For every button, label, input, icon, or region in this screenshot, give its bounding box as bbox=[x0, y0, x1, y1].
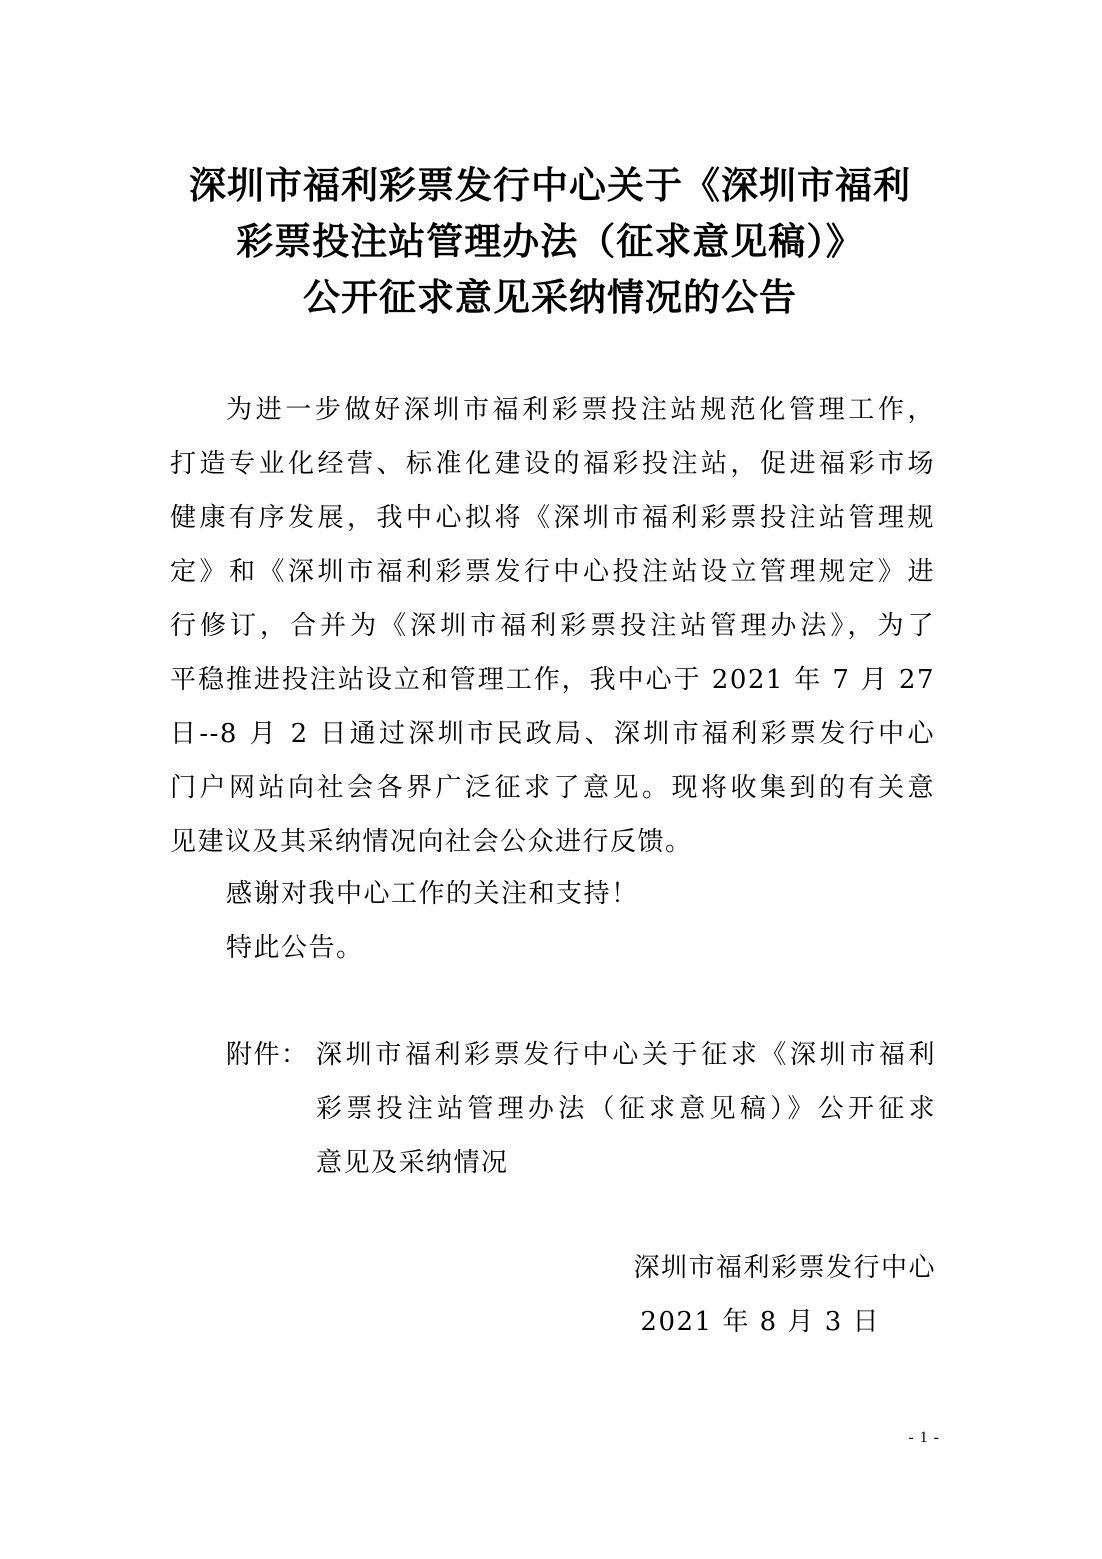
thanks-paragraph bbox=[170, 867, 935, 921]
attachment-line-2: 彩票投注站管理办法（征求意见稿）》公开征求 bbox=[316, 1094, 936, 1124]
body-line-1: 为进一步做好深圳市福利彩票投注站规范化管理工作， bbox=[226, 395, 935, 425]
document-title bbox=[160, 158, 940, 326]
main-paragraph bbox=[170, 383, 935, 869]
body-line-7: 日--8 月 2 日通过深圳市民政局、深圳市福利彩票发行中心 bbox=[170, 719, 935, 749]
body-line-3: 健康有序发展，我中心拟将《深圳市福利彩票投注站管理规 bbox=[170, 503, 935, 533]
signature-block bbox=[560, 1241, 936, 1349]
thanks-text: 感谢对我中心工作的关注和支持！ bbox=[226, 879, 639, 909]
title-line-1: 深圳市福利彩票发行中心关于《深圳市福利 bbox=[189, 164, 911, 207]
body-line-9: 见建议及其采纳情况向社会公众进行反馈。 bbox=[170, 827, 693, 857]
attachment-line-1: 深圳市福利彩票发行中心关于征求《深圳市福利 bbox=[316, 1040, 936, 1070]
attachment-label: 附件： bbox=[226, 1040, 309, 1070]
issue-date: 2021 年 8 月 3 日 bbox=[640, 1307, 880, 1337]
body-line-5: 行修订，合并为《深圳市福利彩票投注站管理办法》，为了 bbox=[170, 611, 935, 641]
attachment-title bbox=[316, 1028, 936, 1190]
body-line-8: 门户网站向社会各界广泛征求了意见。现将收集到的有关意 bbox=[170, 773, 935, 803]
title-line-2: 彩票投注站管理办法（征求意见稿）》 bbox=[236, 220, 864, 263]
title-line-3: 公开征求意见采纳情况的公告 bbox=[303, 276, 797, 319]
page-number: - 1 - bbox=[908, 1429, 940, 1446]
body-line-2: 打造专业化经营、标准化建设的福彩投注站，促进福彩市场 bbox=[170, 449, 935, 479]
attachment-line-3: 意见及采纳情况 bbox=[316, 1148, 509, 1178]
issuer-name: 深圳市福利彩票发行中心 bbox=[633, 1253, 936, 1283]
notice-text: 特此公告。 bbox=[226, 933, 364, 963]
body-line-4: 定》和《深圳市福利彩票发行中心投注站设立管理规定》进 bbox=[170, 557, 935, 587]
notice-paragraph bbox=[170, 921, 935, 975]
body-line-6: 平稳推进投注站设立和管理工作，我中心于 2021 年 7 月 27 bbox=[170, 665, 935, 695]
